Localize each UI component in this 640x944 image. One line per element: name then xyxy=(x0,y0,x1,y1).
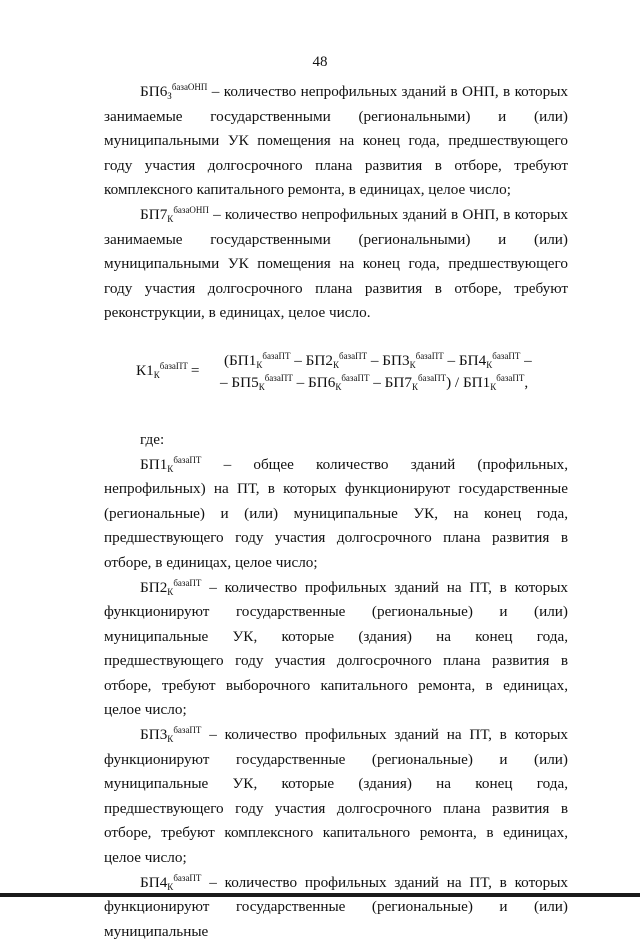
symbol-superscript: базаОНП xyxy=(171,82,208,92)
term-bp6: – БП6 xyxy=(296,373,336,391)
term-sup: базаПТ xyxy=(496,372,525,383)
symbol: БП3 xyxy=(140,726,168,744)
symbol-subscript: З xyxy=(167,91,172,101)
symbol-subscript: К xyxy=(167,881,174,892)
term-sub: К xyxy=(258,381,265,392)
term-sup: базаПТ xyxy=(417,372,447,383)
symbol: БП2 xyxy=(140,578,168,596)
definition-bp6 xyxy=(104,80,568,203)
formula-k1 xyxy=(104,350,568,412)
term-sub: К xyxy=(490,381,497,392)
symbol: БП6 xyxy=(140,83,168,100)
definition-bp7 xyxy=(104,203,568,326)
symbol: БП7 xyxy=(140,205,168,223)
term-bp7: – БП7 xyxy=(373,373,412,391)
term-sup: базаПТ xyxy=(264,372,293,383)
document-body xyxy=(104,80,568,944)
page-number: 48 xyxy=(312,54,328,70)
term-sub: К xyxy=(335,381,342,392)
definition-bp4 xyxy=(104,871,568,944)
term-sub: К xyxy=(411,381,418,392)
formula-comma: , xyxy=(524,373,529,391)
formula-lhs-sub: К xyxy=(153,369,160,380)
symbol-subscript: К xyxy=(167,213,174,224)
formula-lhs-sup: базаПТ xyxy=(159,360,188,371)
term-bp1: (БП1 xyxy=(224,351,257,369)
term-sup: базаПТ xyxy=(338,350,368,361)
term-sub: К xyxy=(256,359,263,370)
formula-equals: = xyxy=(190,361,200,379)
definition-text: – количество непрофильных зданий в ОНП, в которых занимаемые государственными (региональными) и (или) муниципальными УК помещения на конец года, предшествующего году участия долгосрочного плана развития в отборе, требуют комплексного капитального ремонта, в единицах, целое число; xyxy=(104,83,568,199)
term-divisor: ) / БП1 xyxy=(446,373,491,391)
formula-line-2 xyxy=(220,372,528,394)
definition-bp2 xyxy=(104,576,568,724)
symbol-superscript: базаПТ xyxy=(173,454,202,465)
term-sub: К xyxy=(409,359,416,370)
term-sup: базаПТ xyxy=(262,350,291,361)
term-bp2: – БП2 xyxy=(294,351,333,369)
symbol-subscript: К xyxy=(167,586,174,597)
definition-text: – количество профильных зданий на ПТ, в которых функционируют государственные (региональные) и (или) муниципальные УК, которые (здания) на конец года, предшествующего году участия долгосрочного плана развития в отборе, требуют комплексного капитального ремонта, в единицах, целое число; xyxy=(104,726,569,867)
symbol-superscript: базаПТ xyxy=(173,872,202,883)
definition-text: – количество непрофильных зданий в ОНП, в которых занимаемые государственными (региональными) и (или) муниципальными УК помещения на конец года, предшествующего году участия долгосрочного плана развития в отборе, требуют реконструкции, в единицах, целое число. xyxy=(104,205,568,322)
term-sup: базаПТ xyxy=(492,350,521,361)
term-bp3: – БП3 xyxy=(370,351,410,369)
definition-bp3 xyxy=(104,723,568,871)
scan-bottom-border xyxy=(0,893,640,897)
definition-text: – общее количество зданий (профильных, непрофильных) на ПТ, в которых функционируют государственные (региональные) и (или) муниципальные УК, на конец года, предшествующего году участия долгосрочного плана развития в отборе, в единицах, целое число; xyxy=(104,455,568,571)
symbol-superscript: базаПТ xyxy=(173,577,202,588)
definition-text: – количество профильных зданий на ПТ, в которых функционируют государственные (региональные) и (или) муниципальные УК, которые (здания) на конец года, предшествующего году участия долгосрочного плана развития в отборе, требуют выборочного капитального ремонта, в единицах, целое число; xyxy=(104,578,569,719)
where-label: где: xyxy=(140,430,165,448)
definition-text: – количество профильных зданий на ПТ, в которых функционируют государственные (региональные) и (или) муниципальные xyxy=(104,873,569,940)
term-sup: базаПТ xyxy=(341,372,370,383)
formula-lhs-symbol: К1 xyxy=(136,361,154,379)
definition-bp1 xyxy=(104,453,568,576)
symbol: БП4 xyxy=(140,873,168,891)
formula-lhs xyxy=(136,360,199,382)
formula-dash: – xyxy=(520,351,532,369)
symbol: БП1 xyxy=(140,455,168,473)
term-bp4: – БП4 xyxy=(447,351,487,369)
term-sub: К xyxy=(486,359,493,370)
symbol-subscript: К xyxy=(167,463,174,474)
term-sup: базаПТ xyxy=(415,350,444,361)
formula-line-1 xyxy=(224,350,532,372)
symbol-superscript: базаПТ xyxy=(173,725,202,736)
symbol-superscript: базаОНП xyxy=(173,204,209,215)
term-sub: К xyxy=(332,359,339,370)
term-bp5: – БП5 xyxy=(220,373,259,391)
symbol-subscript: К xyxy=(167,734,174,745)
